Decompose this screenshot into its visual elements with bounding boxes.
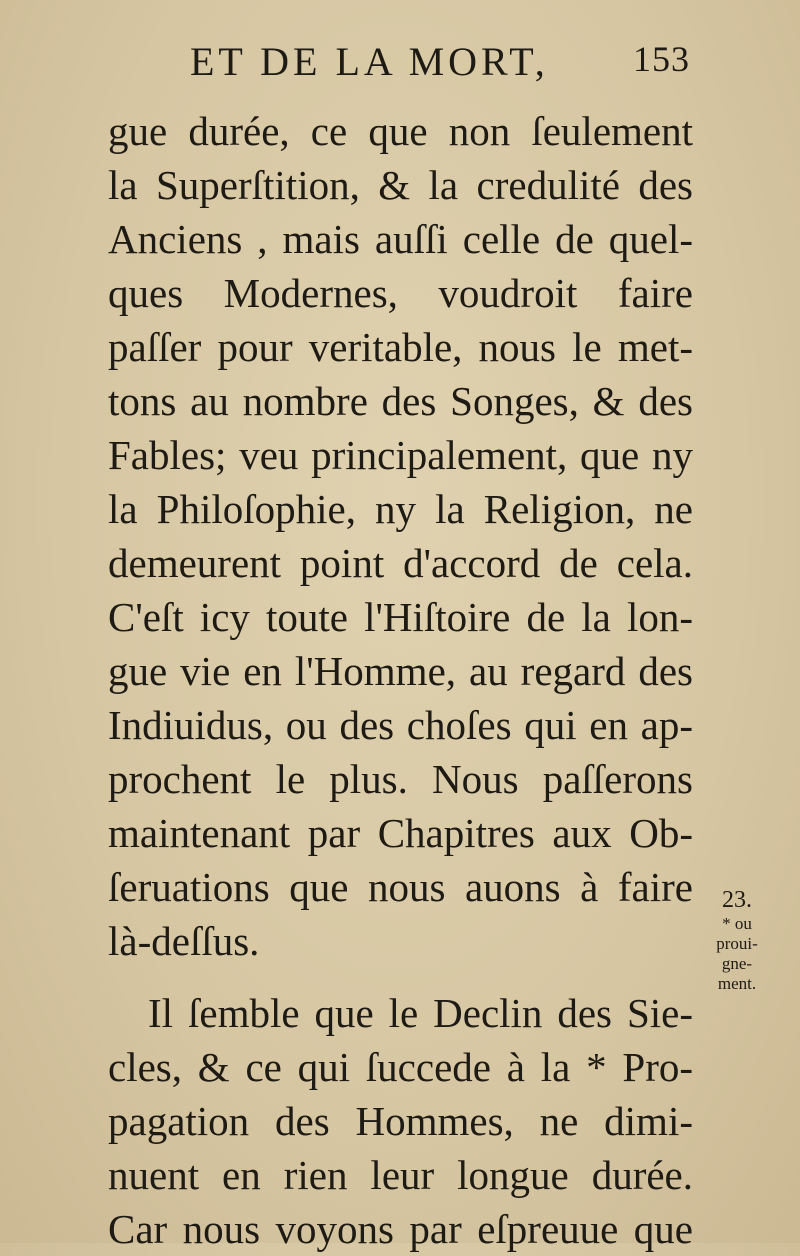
running-title: ET DE LA MORT, — [190, 39, 549, 84]
text-line: Car nous voyons par eſpreuue que — [108, 1206, 693, 1252]
text-line: paſſer pour veritable, nous le met- — [108, 324, 693, 370]
margin-note-line: ment. — [717, 974, 757, 993]
text-line: ques Modernes, voudroit faire — [108, 270, 693, 316]
margin-note — [702, 886, 772, 994]
text-line: gue durée, ce que non ſeulement — [108, 108, 693, 154]
text-line: nuent en rien leur longue durée. — [108, 1152, 693, 1198]
text-line: gue vie en l'Homme, au regard des — [108, 648, 693, 694]
text-line: prochent le plus. Nous paſſerons — [108, 756, 693, 802]
text-line: Anciens , mais auſſi celle de quel- — [108, 216, 693, 262]
text-line: cles, & ce qui ſuccede à la * Pro- — [108, 1044, 693, 1090]
margin-note-line: proui- — [716, 934, 758, 953]
margin-note-line: * ou — [722, 914, 752, 933]
text-line: maintenant par Chapitres aux Ob- — [108, 810, 693, 856]
text-line: la Philoſophie, ny la Religion, ne — [108, 486, 693, 532]
text-line: la Superſtition, & la credulité des — [108, 162, 693, 208]
page-number: 153 — [633, 39, 690, 79]
text-line: C'eſt icy toute l'Hiſtoire de la lon- — [108, 594, 693, 640]
text-line: ſeruations que nous auons à faire — [108, 864, 693, 910]
text-line: pagation des Hommes, ne dimi- — [108, 1098, 693, 1144]
text-line: Indiuidus, ou des choſes qui en ap- — [108, 702, 693, 748]
text-body — [108, 104, 693, 1256]
text-line: Fables; veu principalement, que ny — [108, 432, 693, 478]
text-line: Il ſemble que le Declin des Sie- — [148, 990, 693, 1036]
text-line: demeurent point d'accord de cela. — [108, 540, 693, 586]
text-line: tons au nombre des Songes, & des — [108, 378, 693, 424]
page-header — [190, 38, 690, 102]
margin-note-number: 23. — [722, 887, 752, 913]
text-line: là-deſſus. — [108, 918, 260, 964]
margin-note-line: gne- — [721, 954, 753, 973]
